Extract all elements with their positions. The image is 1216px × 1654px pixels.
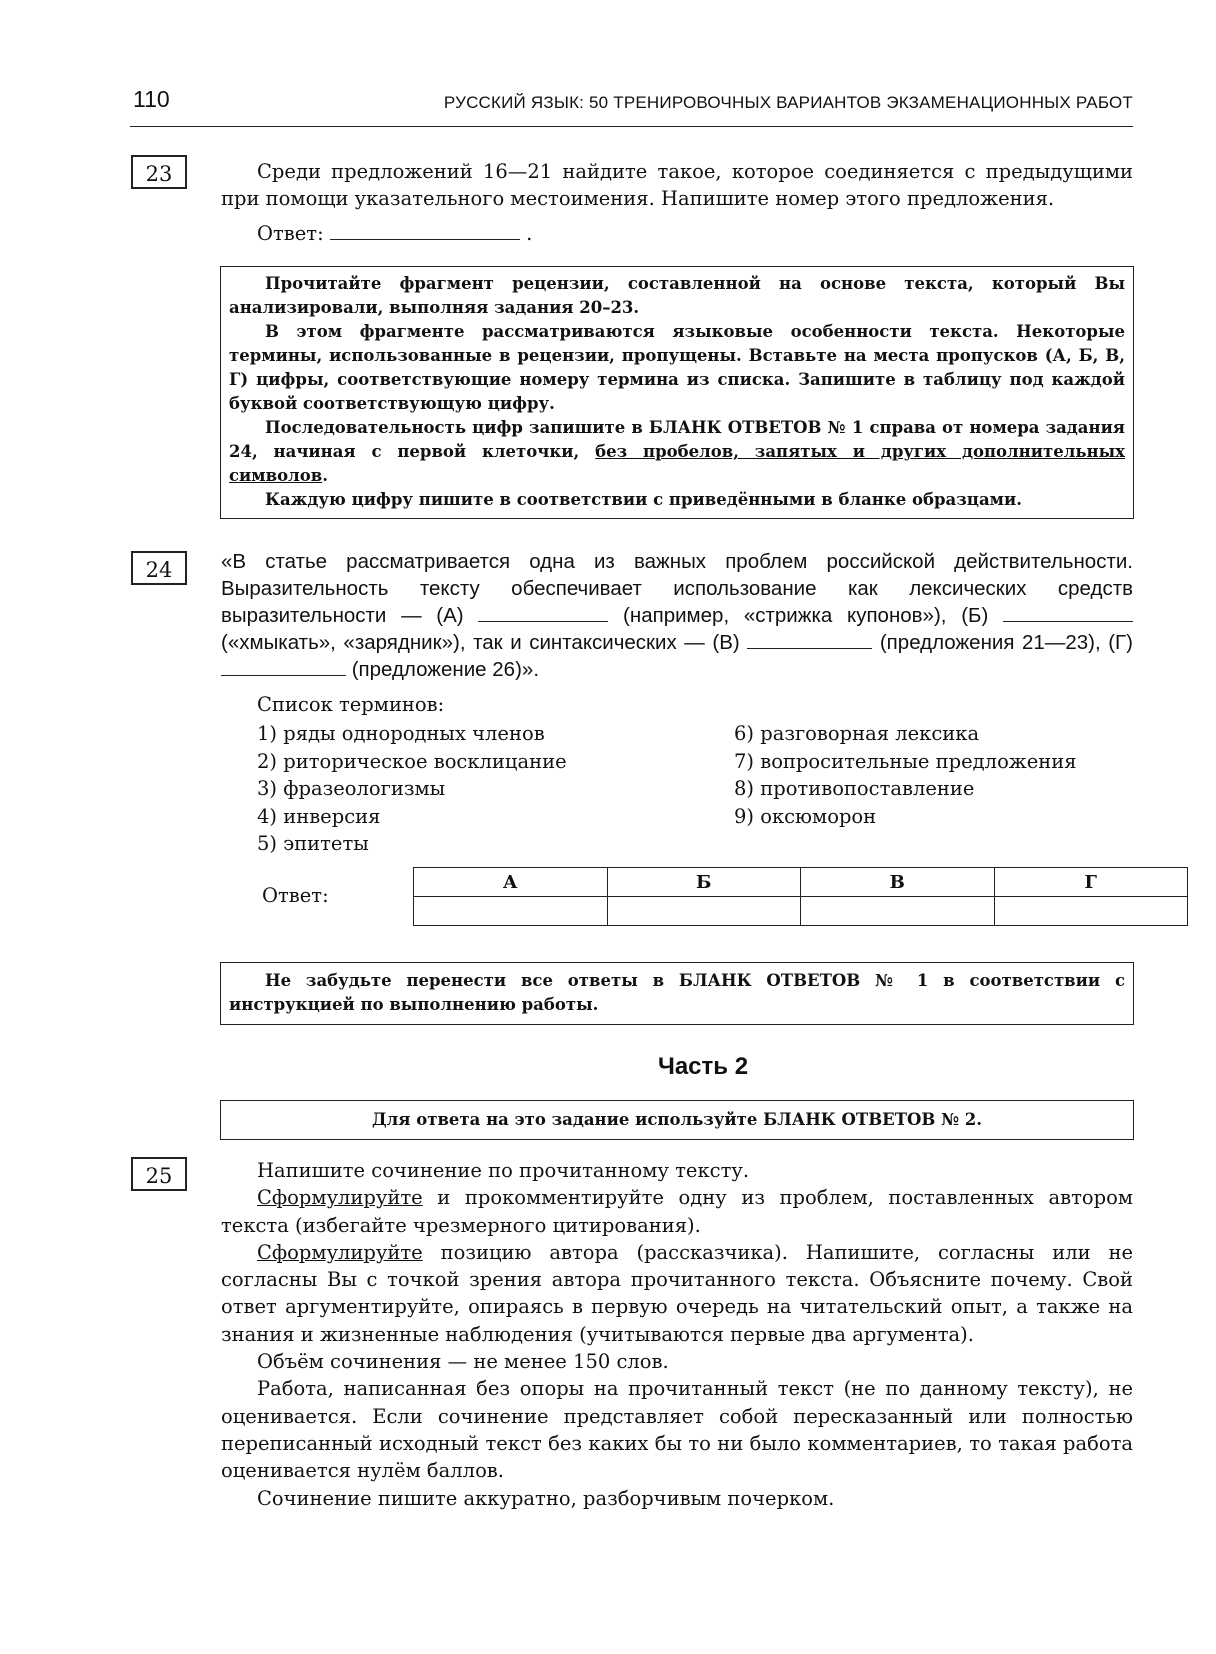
task25-p1: Напишите сочинение по прочитанному тексту. xyxy=(257,1159,750,1182)
term-5: 5) эпитеты xyxy=(257,832,369,855)
blank-v[interactable] xyxy=(747,630,872,649)
blank-g[interactable] xyxy=(221,657,346,676)
task25-p5: Работа, написанная без опоры на прочитанный текст (не по данному тексту), не оценивается. Если сочинение представляет собой пересказанный или полностью переписанный исходный текст без каких бы то ни было комментариев, то такая работа оценивается нулём баллов. xyxy=(221,1377,1133,1483)
blank-b[interactable] xyxy=(1003,603,1133,622)
instruction-p3-start: Последовательность цифр запишите в БЛАНК ОТВЕТОВ № 1 справа от номера задания 24, начиная с первой клеточки, xyxy=(229,418,1125,461)
term-1: 1) ряды однородных членов xyxy=(257,722,545,745)
instruction-p4: Каждую цифру пишите в соответствии с приведёнными в бланке образцами. xyxy=(265,490,1022,509)
task25-text xyxy=(221,1157,1133,1512)
task24-answer-label: Ответ: xyxy=(262,884,329,907)
answer-cell-b[interactable] xyxy=(607,897,801,926)
answer-table-input-row xyxy=(414,897,1188,926)
page-number: 110 xyxy=(133,86,170,112)
term-9: 9) оксюморон xyxy=(734,804,877,828)
task23-answer-line xyxy=(221,220,1133,247)
answer-cell-a[interactable] xyxy=(414,897,608,926)
term-3: 3) фразеологизмы xyxy=(257,777,446,800)
task-number-25: 25 xyxy=(131,1157,187,1191)
instruction-box xyxy=(220,266,1134,519)
part2-box xyxy=(220,1100,1134,1140)
task24-text-part4: (предложения 21—23), (Г) xyxy=(872,631,1133,654)
term-2: 2) риторическое восклицание xyxy=(257,749,567,773)
instruction-p3 xyxy=(229,416,1125,488)
task25-p3-text: позицию автора (рассказчика). Напишите, согласны или не согласны Вы с точкой зрения автора прочитанного текста. Объясните почему. Свой ответ аргументируйте, опираясь в первую очередь на читательский опыт, а также на знания и жизненные наблюдения (учитываются первые два аргумента). xyxy=(221,1240,1133,1346)
part2-title: Часть 2 xyxy=(657,1053,749,1080)
task24-text xyxy=(221,548,1133,683)
task-number-24: 24 xyxy=(131,551,187,585)
task23-answer-blank[interactable] xyxy=(330,221,520,240)
answer-col-a: А xyxy=(414,868,608,897)
answer-col-v: В xyxy=(801,868,995,897)
task25-p6: Сочинение пишите аккуратно, разборчивым почерком. xyxy=(257,1486,835,1510)
task23-answer-end: . xyxy=(526,222,533,245)
term-4: 4) инверсия xyxy=(257,804,381,828)
terms-list-right xyxy=(734,720,1077,830)
running-title: РУССКИЙ ЯЗЫК: 50 ТРЕНИРОВОЧНЫХ ВАРИАНТОВ ЭКЗАМЕНАЦИОННЫХ РАБОТ xyxy=(443,93,1133,112)
terms-title: Список терминов: xyxy=(257,693,445,716)
answer-table xyxy=(413,867,1188,926)
answer-col-g: Г xyxy=(994,868,1188,897)
task24-text-part5: (предложение 26)». xyxy=(346,658,540,681)
task25-p2-underlined: Сформулируйте xyxy=(257,1186,423,1210)
task25-p3-underlined: Сформулируйте xyxy=(257,1240,423,1264)
reminder-box xyxy=(220,962,1134,1025)
header-rule xyxy=(130,126,1133,127)
task24-text-part2: (например, «стрижка купонов»), (Б) xyxy=(608,604,1004,627)
instruction-p2: В этом фрагменте рассматриваются языковые особенности текста. Некоторые термины, использованные в рецензии, пропущены. Вставьте на места пропусков (А, Б, В, Г) цифры, соответствующие номеру термина из списка. Запишите в таблицу под каждой буквой соответствующую цифру. xyxy=(229,322,1125,413)
term-8: 8) противопоставление xyxy=(734,777,975,800)
answer-cell-v[interactable] xyxy=(801,897,995,926)
instruction-p1: Прочитайте фрагмент рецензии, составленной на основе текста, который Вы анализировали, выполняя задания 20–23. xyxy=(229,274,1125,317)
blank-a[interactable] xyxy=(478,603,608,622)
terms-list-left xyxy=(257,720,567,858)
instruction-p3-end: . xyxy=(322,466,328,485)
task23-text: Среди предложений 16—21 найдите такое, которое соединяется с предыдущими при помощи указательного местоимения. Напишите номер этого предложения. xyxy=(221,160,1133,210)
task-number-23: 23 xyxy=(131,155,187,189)
task25-p4: Объём сочинения — не менее 150 слов. xyxy=(257,1350,669,1374)
answer-cell-g[interactable] xyxy=(994,897,1188,926)
term-6: 6) разговорная лексика xyxy=(734,722,980,745)
task25-p2 xyxy=(221,1184,1133,1239)
answer-col-b: Б xyxy=(607,868,801,897)
task25-p2-text: и прокомментируйте одну из проблем, поставленных автором текста (избегайте чрезмерного цитирования). xyxy=(221,1186,1133,1237)
reminder-text: Не забудьте перенести все ответы в БЛАНК ОТВЕТОВ № 1 в соответствии с инструкцией по выполнению работы. xyxy=(229,971,1125,1014)
task24-text-part3: («хмыкать», «зарядник»), так и синтаксических — (В) xyxy=(221,631,748,654)
answer-table-header-row xyxy=(414,868,1188,897)
task25-p3 xyxy=(221,1239,1133,1348)
part2-box-text: Для ответа на это задание используйте БЛАНК ОТВЕТОВ № 2. xyxy=(372,1110,982,1129)
term-7: 7) вопросительные предложения xyxy=(734,749,1077,773)
instruction-p3-underlined: без пробелов, запятых и других дополнительных символов xyxy=(229,442,1125,485)
task24-text-part1: «В статье рассматривается одна из важных проблем российской действительности. Выразительность тексту обеспечивает использование как лексических средств выразительности — (А) xyxy=(221,550,1133,627)
task23-answer-label: Ответ: xyxy=(257,222,324,245)
